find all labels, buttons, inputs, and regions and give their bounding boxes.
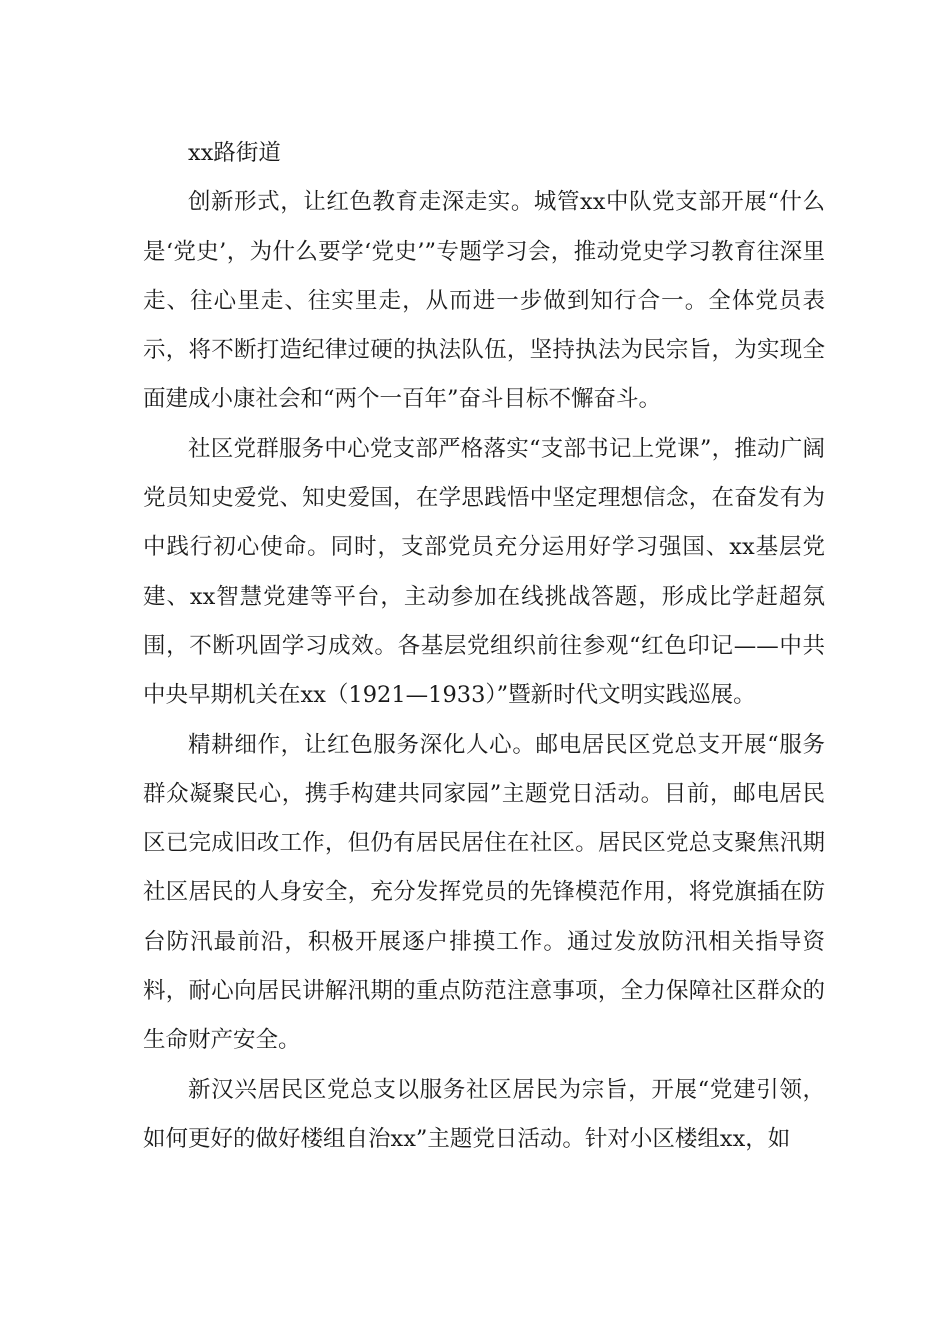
- paragraph: 创新形式，让红色教育走深走实。城管xx中队党支部开展“什么是‘党史’，为什么要学‘党史’”专题学习会，推动党史学习教育往深里走、往心里走、往实里走，从而进一步做到知行合一。全体党员表示，将不断打造纪律过硬的执法队伍，坚持执法为民宗旨，为实现全面建成小康社会和“两个一百年”奋斗目标不懈奋斗。: [143, 189, 825, 413]
- paragraph: 社区党群服务中心党支部严格落实“支部书记上党课”，推动广阔党员知史爱党、知史爱国，在学思践悟中坚定理想信念，在奋发有为中践行初心使命。同时，支部党员充分运用好学习强国、xx基层党建、xx智慧党建等平台，主动参加在线挑战答题，形成比学赶超氛围，不断巩固学习成效。各基层党组织前往参观“红色印记——中共中央早期机关在xx（1921—1933）”暨新时代文明实践巡展。: [143, 435, 825, 709]
- paragraph: 精耕细作，让红色服务深化人心。邮电居民区党总支开展“服务群众凝聚民心，携手构建共同家园”主题党日活动。目前，邮电居民区已完成旧改工作，但仍有居民居住在社区。居民区党总支聚焦汛期社区居民的人身安全，充分发挥党员的先锋模范作用，将党旗插在防台防汛最前沿，积极开展逐户排摸工作。通过发放防汛相关指导资料，耐心向居民讲解汛期的重点防范注意事项，全力保障社区群众的生命财产安全。: [143, 731, 825, 1054]
- section-heading: xx路街道: [188, 140, 281, 166]
- document-body: [143, 129, 825, 1164]
- paragraph: 新汉兴居民区党总支以服务社区居民为宗旨，开展“党建引领，如何更好的做好楼组自治xx”主题党日活动。针对小区楼组xx，如: [143, 1076, 825, 1152]
